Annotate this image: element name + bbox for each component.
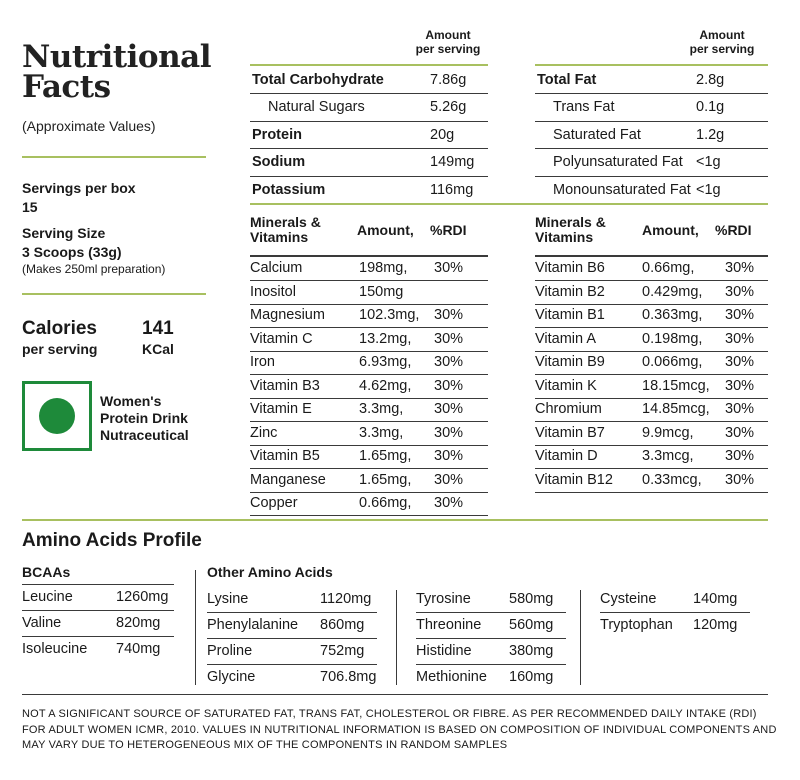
mineral-row xyxy=(535,304,768,327)
mineral-name: Zinc xyxy=(250,424,278,441)
mineral-row xyxy=(250,304,488,327)
amino-name: Tyrosine xyxy=(416,591,471,607)
serving-size-value: 3 Scoops (33g) xyxy=(22,244,122,260)
mineral-amount: 1.65mg, xyxy=(359,448,412,464)
macro-name: Polyunsaturated Fat xyxy=(553,154,683,170)
amino-name: Cysteine xyxy=(600,591,657,607)
mineral-amount: 3.3mg, xyxy=(359,424,404,441)
mineral-amount: 9.9mcg, xyxy=(642,424,694,441)
bcaa-title: BCAAs xyxy=(22,564,71,580)
title-line-2: Facts xyxy=(22,69,111,105)
mineral-name: Vitamin K xyxy=(535,377,597,394)
amino-name: Threonine xyxy=(416,617,482,633)
calories-label: Calories xyxy=(22,318,97,339)
mineral-rdi: 30% xyxy=(434,260,464,276)
title-line-1: Nutritional xyxy=(22,39,211,75)
amino-row xyxy=(207,639,377,665)
macro-value: 5.26g xyxy=(430,99,467,115)
mineral-name: Vitamin B7 xyxy=(535,424,605,441)
amino-value: 740mg xyxy=(116,641,161,657)
mv-header-rdi-left: %RDI xyxy=(430,222,467,238)
mineral-name: Vitamin B2 xyxy=(535,283,605,300)
macro-value: 2.8g xyxy=(696,71,725,88)
mineral-amount: 0.363mg, xyxy=(642,307,703,323)
amino-row xyxy=(416,587,566,613)
amino-row xyxy=(416,613,566,639)
mineral-amount: 13.2mg, xyxy=(359,330,412,347)
subtitle: (Approximate Values) xyxy=(22,118,156,134)
mineral-name: Copper xyxy=(250,495,298,511)
mineral-rdi: 30% xyxy=(434,307,464,323)
macro-value: 116mg xyxy=(430,181,474,198)
macro-row xyxy=(250,121,488,148)
mineral-amount: 6.93mg, xyxy=(359,354,412,370)
macro-row xyxy=(250,94,488,121)
amino-name: Tryptophan xyxy=(600,617,673,633)
amino-name: Leucine xyxy=(22,589,73,605)
divider xyxy=(22,156,206,158)
mineral-row xyxy=(250,375,488,398)
amino-value: 820mg xyxy=(116,615,161,631)
macro-value: <1g xyxy=(696,181,721,198)
macro-row xyxy=(535,176,768,203)
amino-row xyxy=(416,665,566,691)
mineral-amount: 3.3mcg, xyxy=(642,448,694,464)
amino-row xyxy=(207,665,377,691)
mineral-name: Vitamin A xyxy=(535,330,596,347)
mv-header-name-right: Minerals & Vitamins xyxy=(535,214,606,245)
mineral-row xyxy=(250,445,488,468)
mineral-name: Vitamin D xyxy=(535,448,598,464)
mv-header-amount-left: Amount, xyxy=(357,222,414,238)
mineral-row xyxy=(535,257,768,280)
calories-unit: KCal xyxy=(142,341,174,357)
macro-name: Trans Fat xyxy=(553,99,615,115)
divider xyxy=(22,519,768,521)
mineral-rdi: 30% xyxy=(725,260,755,276)
amino-value: 752mg xyxy=(320,643,365,659)
amino-title: Amino Acids Profile xyxy=(22,530,202,551)
mineral-name: Vitamin B5 xyxy=(250,448,320,464)
macro-name: Natural Sugars xyxy=(268,99,365,115)
macro-name: Saturated Fat xyxy=(553,126,641,143)
mineral-rdi: 30% xyxy=(725,307,755,323)
mineral-rdi: 30% xyxy=(725,283,755,300)
mineral-amount: 150mg xyxy=(359,283,404,300)
amino-row xyxy=(207,587,377,613)
amino-row xyxy=(600,587,750,613)
mineral-amount: 18.15mcg, xyxy=(642,377,710,394)
macro-name: Sodium xyxy=(252,154,306,170)
divider xyxy=(535,492,768,493)
amino-name: Lysine xyxy=(207,591,249,607)
mv-header-name-left: Minerals & Vitamins xyxy=(250,214,321,245)
macro-row xyxy=(535,94,768,121)
mineral-name: Vitamin B9 xyxy=(535,354,605,370)
amino-row xyxy=(22,637,174,663)
mineral-name: Iron xyxy=(250,354,275,370)
mineral-name: Chromium xyxy=(535,401,602,417)
mineral-row xyxy=(250,351,488,374)
amino-value: 1260mg xyxy=(116,589,169,605)
column-divider xyxy=(396,590,397,685)
mv-header-rdi-right: %RDI xyxy=(715,222,752,238)
mineral-row xyxy=(535,351,768,374)
column-divider xyxy=(195,570,196,685)
amino-name: Glycine xyxy=(207,669,256,685)
macro-value: 20g xyxy=(430,126,455,143)
macro-name: Potassium xyxy=(252,181,326,198)
amino-row xyxy=(207,613,377,639)
calories-sublabel: per serving xyxy=(22,341,98,357)
mineral-amount: 0.198mg, xyxy=(642,330,703,347)
mineral-rdi: 30% xyxy=(725,448,755,464)
mineral-name: Manganese xyxy=(250,471,326,488)
mineral-amount: 0.66mg, xyxy=(642,260,695,276)
macro-value: 7.86g xyxy=(430,71,467,88)
page-title xyxy=(22,39,211,105)
mineral-name: Vitamin E xyxy=(250,401,312,417)
mineral-rdi: 30% xyxy=(725,424,755,441)
mineral-rdi: 30% xyxy=(725,354,755,370)
servings-label: Servings per box xyxy=(22,180,136,196)
amino-row xyxy=(416,639,566,665)
mineral-row xyxy=(535,375,768,398)
mineral-row xyxy=(535,281,768,304)
divider xyxy=(250,515,488,516)
macro-row xyxy=(250,176,488,203)
mineral-rdi: 30% xyxy=(434,330,464,347)
mineral-amount: 3.3mg, xyxy=(359,401,404,417)
divider xyxy=(22,293,206,295)
vegetarian-mark-icon xyxy=(22,381,92,451)
amino-value: 560mg xyxy=(509,617,554,633)
amino-value: 120mg xyxy=(693,617,738,633)
column-divider xyxy=(580,590,581,685)
divider xyxy=(22,694,768,695)
amino-value: 380mg xyxy=(509,643,554,659)
amino-name: Phenylalanine xyxy=(207,617,299,633)
mineral-rdi: 30% xyxy=(434,448,464,464)
servings-value: 15 xyxy=(22,199,38,215)
mineral-row xyxy=(250,492,488,515)
macro-row xyxy=(535,121,768,148)
veg-label: Women's Protein Drink Nutraceutical xyxy=(100,393,189,443)
amino-name: Histidine xyxy=(416,643,472,659)
macro-row xyxy=(535,66,768,93)
mineral-row xyxy=(535,328,768,351)
mineral-rdi: 30% xyxy=(434,424,464,441)
mineral-row xyxy=(250,328,488,351)
macro-row xyxy=(250,149,488,176)
macro-value: 149mg xyxy=(430,154,475,170)
mineral-row xyxy=(535,422,768,445)
amino-row xyxy=(22,585,174,611)
amino-value: 860mg xyxy=(320,617,365,633)
mineral-row xyxy=(250,281,488,304)
mineral-rdi: 30% xyxy=(725,401,755,417)
mineral-amount: 198mg, xyxy=(359,260,408,276)
amino-value: 706.8mg xyxy=(320,669,377,685)
mineral-amount: 0.66mg, xyxy=(359,495,412,511)
mineral-row xyxy=(535,445,768,468)
divider xyxy=(250,203,768,205)
mineral-rdi: 30% xyxy=(725,377,755,394)
mineral-name: Vitamin B3 xyxy=(250,377,320,394)
mineral-rdi: 30% xyxy=(434,377,464,394)
other-amino-title: Other Amino Acids xyxy=(207,564,333,580)
mineral-amount: 0.066mg, xyxy=(642,354,703,370)
macro-value: 0.1g xyxy=(696,99,725,115)
amino-value: 1120mg xyxy=(320,591,372,607)
mineral-row xyxy=(250,469,488,492)
amount-header-left: Amount per serving xyxy=(415,28,481,56)
mineral-rdi: 30% xyxy=(434,495,464,511)
mineral-rdi: 30% xyxy=(434,401,464,417)
mineral-rdi: 30% xyxy=(725,471,755,488)
amino-row xyxy=(22,611,174,637)
amino-name: Isoleucine xyxy=(22,641,88,657)
macro-value: <1g xyxy=(696,154,721,170)
macro-name: Total Fat xyxy=(537,71,597,88)
amino-name: Valine xyxy=(22,615,62,631)
calories-value: 141 xyxy=(142,318,174,339)
macro-row xyxy=(250,66,488,93)
amino-value: 160mg xyxy=(509,669,554,685)
macro-name: Monounsaturated Fat xyxy=(553,181,691,198)
mineral-row xyxy=(250,422,488,445)
mineral-rdi: 30% xyxy=(434,354,464,370)
mv-header-amount-right: Amount, xyxy=(642,222,699,238)
mineral-name: Vitamin B12 xyxy=(535,471,613,488)
mineral-name: Calcium xyxy=(250,260,303,276)
amino-name: Proline xyxy=(207,643,253,659)
mineral-name: Vitamin B6 xyxy=(535,260,605,276)
mineral-amount: 102.3mg, xyxy=(359,307,420,323)
amino-row xyxy=(600,613,750,639)
macro-value: 1.2g xyxy=(696,126,725,143)
mineral-rdi: 30% xyxy=(434,471,464,488)
amino-value: 140mg xyxy=(693,591,738,607)
mineral-rdi: 30% xyxy=(725,330,755,347)
mineral-name: Vitamin B1 xyxy=(535,307,605,323)
mineral-amount: 0.33mcg, xyxy=(642,471,702,488)
amount-header-right: Amount per serving xyxy=(689,28,755,56)
mineral-row xyxy=(535,469,768,492)
mineral-name: Inositol xyxy=(250,283,296,300)
serving-size-label: Serving Size xyxy=(22,225,106,241)
macro-name: Total Carbohydrate xyxy=(252,71,384,88)
serving-size-note: (Makes 250ml preparation) xyxy=(22,262,166,276)
mineral-amount: 1.65mg, xyxy=(359,471,412,488)
mineral-row xyxy=(250,257,488,280)
amino-name: Methionine xyxy=(416,669,487,685)
mineral-row xyxy=(250,398,488,421)
mineral-name: Vitamin C xyxy=(250,330,313,347)
macro-row xyxy=(535,149,768,176)
mineral-amount: 0.429mg, xyxy=(642,283,703,300)
disclaimer: NOT A SIGNIFICANT SOURCE OF SATURATED FAT, TRANS FAT, CHOLESTEROL OR FIBRE. AS PER RECOMMENDED DAILY INTAKE (RDI) FOR ADULT WOMEN ICMR, 2010. VALUES IN NUTRITIONAL INFORMATION IS BASED ON COMPOSITION OF INDIVIDUAL COMPONENTS AND MAY VARY DUE TO HETEROGENEOUS MIX OF THE COMPONENTS IN RANDOM SAMPLES xyxy=(22,708,777,751)
mineral-name: Magnesium xyxy=(250,307,325,323)
macro-name: Protein xyxy=(252,126,302,143)
mineral-row xyxy=(535,398,768,421)
amino-value: 580mg xyxy=(509,591,554,607)
mineral-amount: 14.85mcg, xyxy=(642,401,710,417)
mineral-amount: 4.62mg, xyxy=(359,377,412,394)
